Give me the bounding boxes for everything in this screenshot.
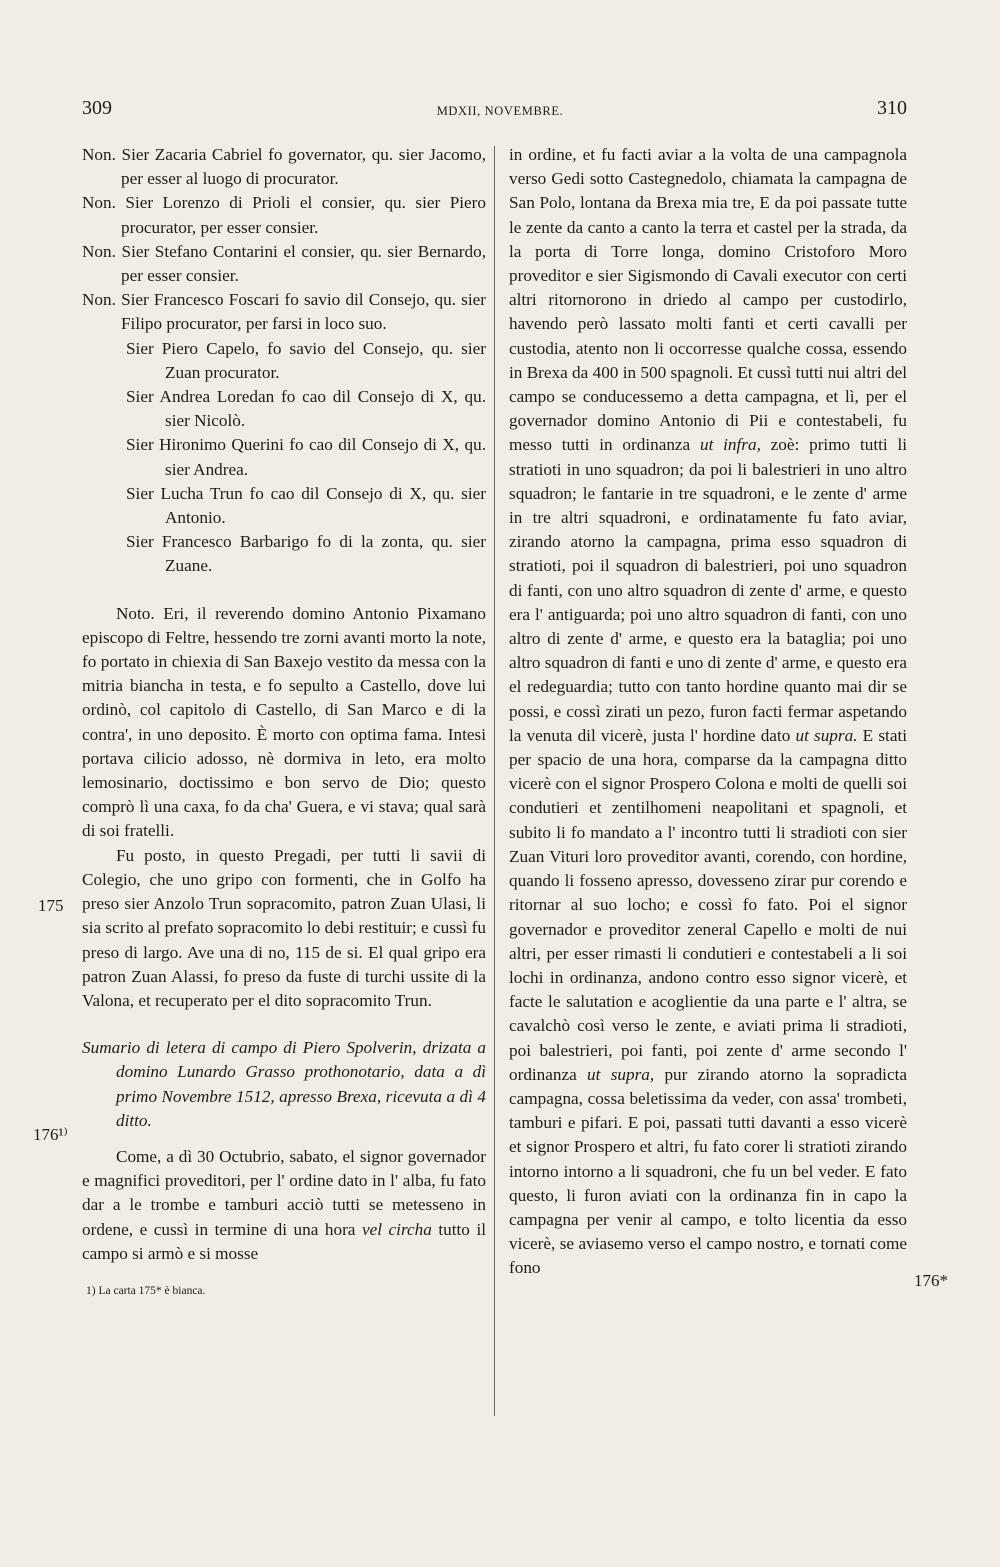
page-number-right: 310 — [877, 97, 907, 119]
noto-paragraph: Noto. Eri, il reverendo domino Antonio Pixamano episcopo di Feltre, hessendo tre zorni avanti morto la note, fo portato in chiexia di San Baxejo vestito da messa con la mitria biancha in testa, e fo sepulto a Castello, dove lui ordinò, col capitolo di Castello, di San Marco e di la contra', in uno deposito. È morto con optima fama. Intesi portava cilicio adosso, nè dormiva in leto, era molto lemosinario, doctissimo e bon servo de Dio; questo comprò lì una caxa, fo da cha' Guera, e vi stava; qual sarà di soi fratelli. — [82, 603, 486, 841]
right-column — [509, 143, 907, 1281]
margin-note-176-right: 176* — [914, 1271, 948, 1290]
list-item: Non. Sier Francesco Foscari fo savio dil Consejo, qu. sier Filipo procurator, per farsi in loco suo. — [82, 290, 487, 334]
list-item: Non. Sier Stefano Contarini el consier, qu. sier Bernardo, per esser consier. — [82, 241, 487, 286]
column-divider — [494, 146, 495, 1416]
list-item: Sier Andrea Loredan fo cao dil Consejo di X, qu. sier Nicolò. — [126, 387, 486, 431]
list-item: Sier Piero Capelo, fo savio del Consejo, qu. sier Zuan procurator. — [126, 338, 486, 382]
margin-note-176-left: 176¹⁾ — [33, 1125, 68, 1144]
margin-note-175: 175 — [38, 896, 64, 915]
left-column — [82, 143, 486, 1299]
running-head-title: MDXII, NOVEMBRE. — [436, 104, 564, 118]
running-head — [0, 97, 1000, 127]
footnote: 1) La carta 175* è bianca. — [86, 1284, 206, 1297]
list-item: Non. Sier Zacaria Cabriel fo governator, qu. sier Jacomo, per esser al luogo di procurator. — [82, 145, 487, 189]
list-item: Sier Hironimo Querini fo cao dil Consejo di X, qu. sier Andrea. — [126, 435, 486, 479]
page-number-left: 309 — [82, 97, 112, 119]
list-item: Non. Sier Lorenzo di Prioli el consier, qu. sier Piero procurator, per esser consier. — [82, 193, 486, 237]
right-paragraph: in ordine, et fu facti aviar a la volta de una campagnola verso Gedi sotto Castegnedolo, chiamata la campagna de San Polo, lontana da Brexa mia tre, E da poi passate tutte le zente da canto a canto la terra et castel per la strada, da la porta di Torre longa, domino Cristoforo Moro proveditor e sier Sigismondo di Cavali executor con certi altri ritornorono in driedo al campo per custodirlo, havendo però lassato molti fanti et certi cavalli per custodia, atento non li occorresse qualche cossa, essendo in Brexa da 400 in 500 spagnoli. Et cussì tutti nui altri del campo se conducessemo a detta campagna, et lì, per el governador domino Antonio di Pii e contestabeli, fu messo tutti in ordinanza ut infra, zoè: primo tutti li stratioti in uno squadron; da poi li balestrieri in uno altro squadron; le fantarie in tre squadroni, e le zente d' arme in tre altri squadroni, e ordinatamente fu fato aviar, zirando atorno la campagna, prima esso squadron di stratioti, poi il squadron di balestrieri, poi uno squadron di fanti, con uno altro squadron di zente d' arme, e questo era l' antiguarda; poi uno altro squadron di fanti, con uno altro di zente d' arme, e questo era la bataglia; poi uno altro squadron di fanti e uno di zente d' arme, e questo era el redeguardia; tutto con tanto hordine quanto mai dir se possi, e cossì zirati un pezo, furon facti fermar aspetando la venuta dil vicerè, justa l' hordine dato ut supra. E stati per spacio de una hora, comparse da la campagna ditto vicerè con el signor Prospero Colona e molti de quelli soi condutieri et zentilhomeni neapolitani et spagnoli, et subito li fo mandato a l' incontro tutti li stradioti con sier Zuan Vituri loro proveditor avanti, corendo, con hordine, quando li fosseno apresso, dovesseno zirar pur corendo e ritornar al suo locho; e cossì fo fato. Poi el signor governador e proveditor zeneral Capello e molti de nui altri, per esser rimasti li condutieri e contestabeli a li soi lochi in ordinanza, andono contro esso signor vicerè, et facte le salutation e acoglientie da una parte e l' altra, se cavalchò così verso le zente, e aviati prima li stradioti, poi balestrieri, poi fanti, poi zente d' arme secondo l' ordinanza ut supra, pur zirando atorno la sopradicta campagna, cossa beletissima da veder, con assa' trombeti, tamburi e pifari. E poi, passati tutti davanti a esso vicerè et signor Prospero et altri, fu fato corer li stratioti zirando intorno intorno a li squadroni, che fu un bel veder. E fato questo, li furon aviati con la ordinanza fin in capo la campagna per venir al campo, e tolto licentia da esso vicerè, se aviasemo verso el campo nostro, e tornati come fono — [509, 145, 907, 1278]
list-item: Sier Francesco Barbarigo fo di la zonta, qu. sier Zuane. — [126, 532, 486, 576]
fu-posto-paragraph: Fu posto, in questo Pregadi, per tutti li savii di Colegio, che uno gripo con formenti, che in Golfo ha preso sier Anzolo Trun sopracomito, patron Zuan Ulasi, li sia scrito al prefato sopracomito lo debi restituir; e cussì fu preso di largo. Ave una di no, 115 de si. El qual gripo era patron Zuan Alassi, fo preso da fuste di turchi ussite di la Valona, et recuperato per el dito sopracomito Trun. — [82, 845, 486, 1010]
list-item: Sier Lucha Trun fo cao dil Consejo di X, qu. sier Antonio. — [126, 483, 486, 528]
summary-heading: Sumario di letera di campo di Piero Spolverin, drizata a domino Lunardo Grasso prothonotario, data a dì primo Novembre 1512, apresso Brexa, ricevuta a dì 4 ditto. — [82, 1038, 486, 1130]
come-paragraph: Come, a dì 30 Octubrio, sabato, el signor governador e magnifici proveditori, per l' ordine dato in l' alba, fu fato dar a le trombe e tamburi acciò tutti se metesseno in ordene, e cussì in termine di una hora vel circha tutto il campo si armò e si mosse — [82, 1146, 486, 1263]
